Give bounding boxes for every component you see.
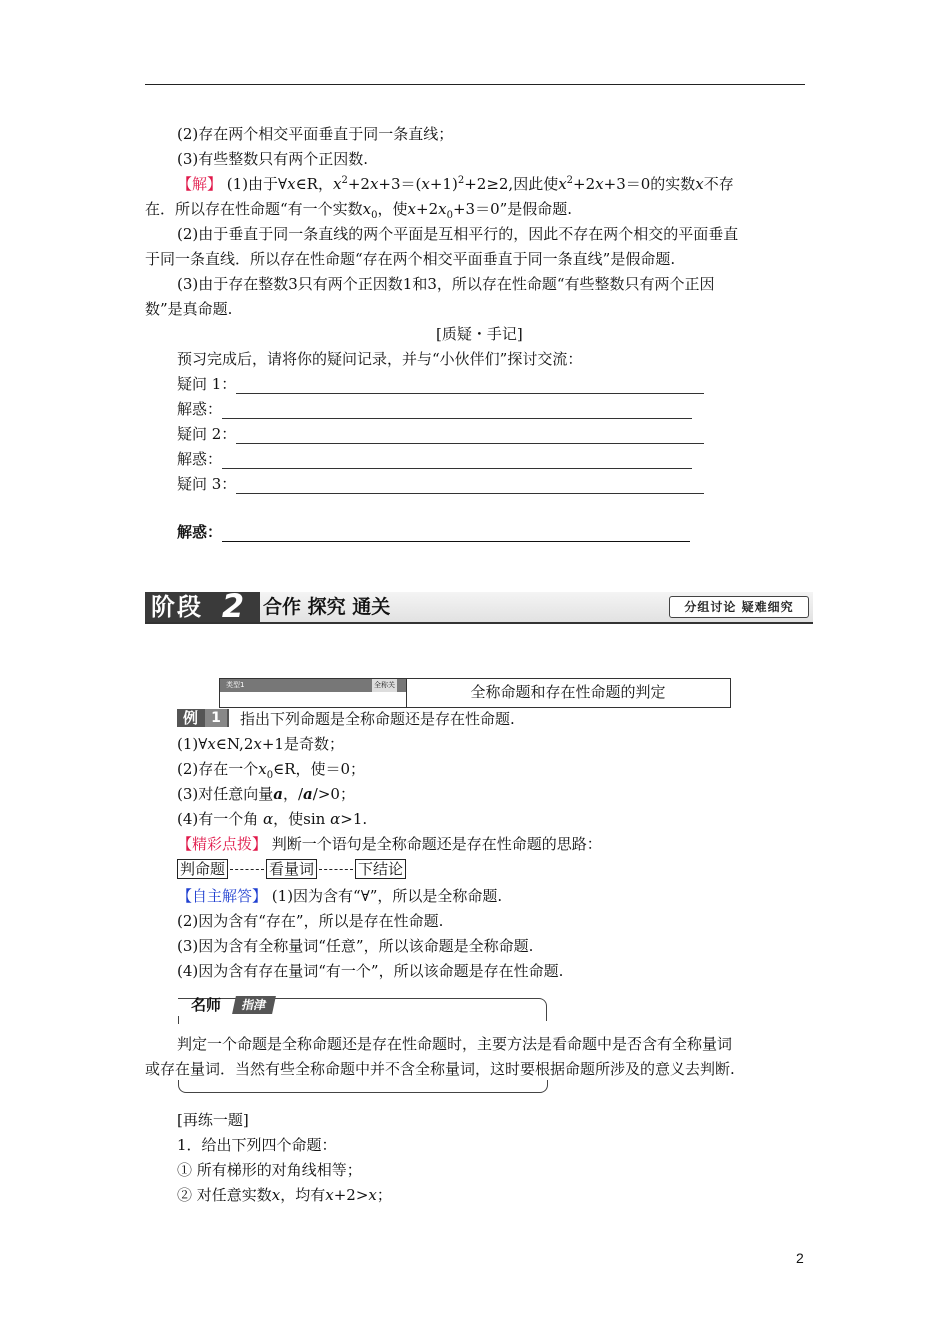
notes-question-2: 疑问 2： — [177, 424, 704, 444]
stage-number: 2 — [221, 587, 245, 625]
hint-flow — [177, 859, 406, 879]
stage-banner — [145, 587, 813, 625]
example-item-2: (2)存在一个$x_0\in R$，使＝0； — [177, 760, 366, 781]
blank-line[interactable] — [222, 527, 690, 542]
tip-text-1: 判定一个命题是全称命题还是存在性命题时，主要方法是看命题中是否含有全称量词 — [177, 1035, 733, 1053]
stage-badge — [145, 587, 260, 625]
line-l1: (2)存在两个相交平面垂直于同一条直线； — [177, 125, 454, 143]
flow-step: 看量词 — [266, 859, 317, 879]
practice-line-3: ② 对任意实数x，均有x+2>x； — [177, 1186, 392, 1204]
blank-line[interactable] — [236, 479, 704, 494]
blank-line[interactable] — [222, 454, 692, 469]
flow-step: 判命题 — [177, 859, 228, 879]
tip-badge-a: 名师 — [190, 996, 221, 1014]
type-title: 全称命题和存在性命题的判定 — [470, 683, 666, 701]
stage-tag: 分组讨论 疑难细究 — [669, 596, 809, 618]
blank-line[interactable] — [222, 404, 692, 419]
tip-badge-b: 指津 — [232, 996, 276, 1014]
example-badge-text: 例 — [183, 709, 199, 727]
notes-answer-2: 解惑： — [177, 449, 692, 469]
answer-line-1: 【自主解答】 (1)因为含有“∀”，所以是全称命题. — [177, 887, 503, 905]
answer-line-3: (3)因为含有全称量词“任意”，所以该命题是全称命题. — [177, 937, 534, 955]
notes-answer-3: 解惑： — [177, 522, 690, 542]
practice-header: [再练一题] — [177, 1111, 249, 1129]
line-l7: (3)由于存在整数3只有两个正因数1和3，所以存在性命题“有些整数只有两个正因 — [177, 275, 715, 293]
practice-line-1: 1．给出下列四个命题： — [177, 1136, 337, 1154]
example-item-3: (3)对任意向量a，/a/>0； — [177, 785, 355, 803]
flow-arrow-icon — [319, 869, 353, 870]
flow-step: 下结论 — [355, 859, 406, 879]
notes-header: [质疑・手记] — [436, 325, 523, 343]
stage-title: 合作 探究 通关 — [263, 596, 391, 618]
solution-line-1: 【解】 (1)由于∀x∈R，$x^2+2x+3=(x+1)^2+2\ge 2$,因此使$x^2+2x+3=0$的实数x不存 — [177, 175, 734, 193]
notes-question-3: 疑问 3： — [177, 474, 704, 494]
notes-intro: 预习完成后，请将你的疑问记录，并与“小伙伴们”探讨交流： — [177, 350, 583, 368]
page-number: 2 — [796, 1250, 804, 1266]
notes-answer-1: 解惑： — [177, 399, 692, 419]
tip-badge — [178, 995, 278, 1015]
flow-arrow-icon — [230, 869, 264, 870]
tip-text-2: 或存在量词．当然有些全称命题中并不含全称量词，这时要根据命题所涉及的意义去判断. — [145, 1060, 735, 1078]
solution-line-2: 在．所以存在性命题“有一个实数$x_0$，使$x+2x_0+3=0$”是假命题. — [145, 200, 573, 221]
blank-line[interactable] — [236, 379, 704, 394]
line-l5: (2)由于垂直于同一条直线的两个平面是互相平行的，因此不存在两个相交的平面垂直 — [177, 225, 739, 243]
line-l6: 于同一条直线．所以存在性命题“存在两个相交平面垂直于同一条直线”是假命题. — [145, 250, 676, 268]
line-l2: (3)有些整数只有两个正因数. — [177, 150, 369, 168]
answer-tag: 【自主解答】 — [177, 887, 268, 905]
example-item-4: (4)有一个角 α，使sin α>1. — [177, 810, 368, 828]
answer-line-4: (4)因为含有存在量词“有一个”，所以该命题是存在性命题. — [177, 962, 564, 980]
solution-tag: 【解】 — [177, 175, 223, 193]
type-box — [219, 678, 731, 708]
type-tag: 全称关 — [372, 679, 397, 692]
tip-frame-bottom — [178, 1080, 548, 1093]
example-badge — [177, 709, 229, 727]
hint-line — [177, 834, 602, 854]
line-l8: 数”是真命题. — [145, 300, 233, 318]
notes-question-1: 疑问 1： — [177, 374, 704, 394]
blank-line[interactable] — [236, 429, 704, 444]
stage-word: 阶段 — [151, 593, 203, 621]
header-rule — [145, 84, 805, 85]
answer-line-2: (2)因为含有“存在”，所以是存在性命题. — [177, 912, 444, 930]
example-prompt: 指出下列命题是全称命题还是存在性命题. — [240, 710, 515, 728]
example-item-1: (1)∀x∈N,2x+1是奇数； — [177, 735, 344, 753]
example-badge-number: 1 — [205, 709, 227, 727]
practice-line-2: ① 所有梯形的对角线相等； — [177, 1161, 362, 1179]
type-label: 类型1 — [226, 681, 245, 689]
hint-text: 判断一个语句是全称命题还是存在性命题的思路： — [271, 835, 602, 853]
tip-frame-left — [178, 1016, 179, 1024]
hint-tag: 【精彩点拨】 — [177, 835, 268, 853]
